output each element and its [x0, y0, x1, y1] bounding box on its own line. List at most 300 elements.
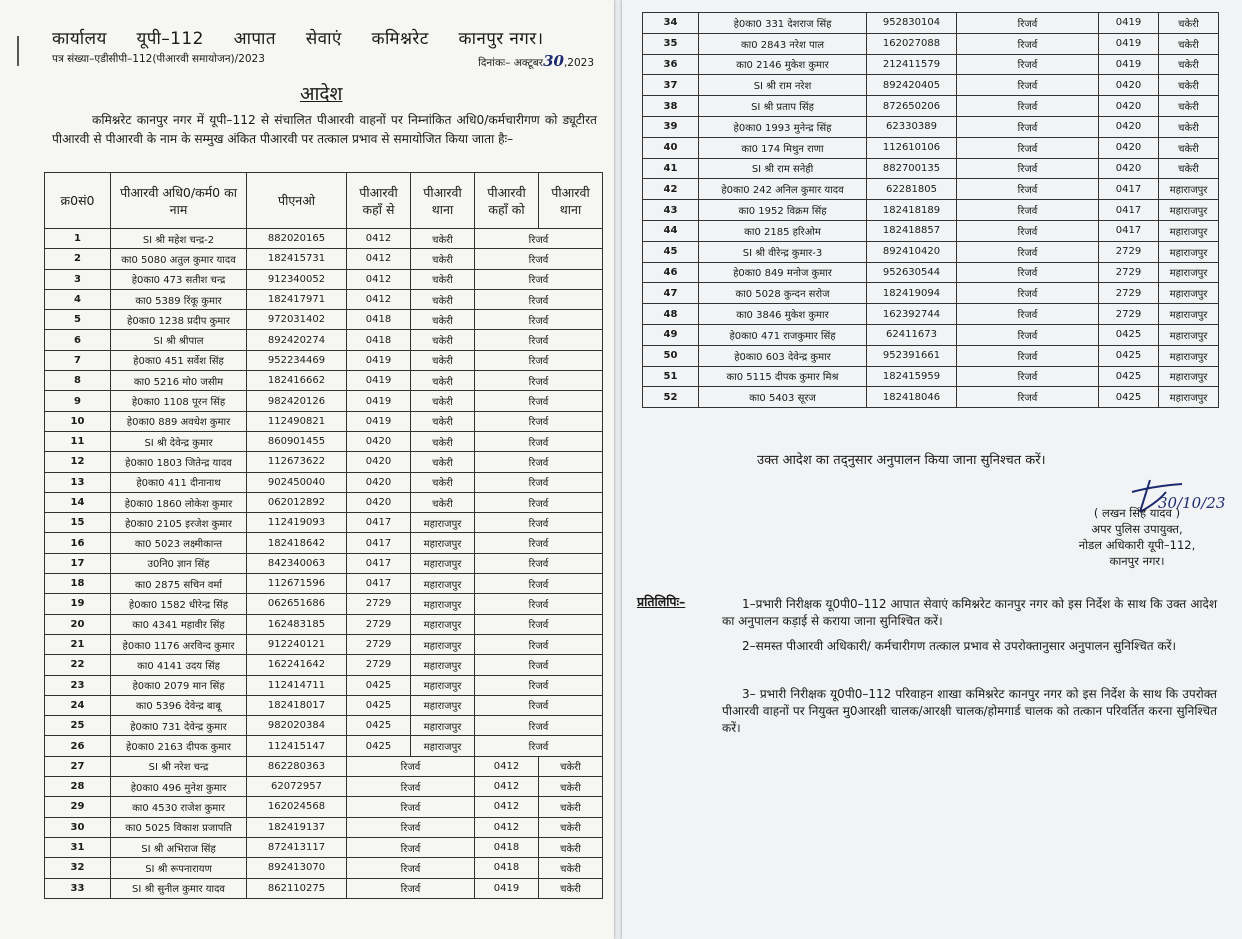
- from-prv-cell: रिजर्व: [957, 96, 1099, 117]
- name-cell: हे0का0 1803 जितेन्द्र यादव: [111, 452, 247, 472]
- office-word: सेवाएं: [305, 29, 342, 49]
- pno-cell: 882020165: [247, 229, 347, 249]
- pno-cell: 182418017: [247, 695, 347, 715]
- from-station-cell: महाराजपुर: [411, 675, 475, 695]
- to-station-cell: महाराजपुर: [1159, 262, 1219, 283]
- to-prv-cell: 0419: [1099, 13, 1159, 34]
- name-cell: का0 174 मिथुन राणा: [699, 137, 867, 158]
- serial-cell: 14: [45, 492, 111, 512]
- to-prv-cell: 0417: [1099, 220, 1159, 241]
- serial-cell: 6: [45, 330, 111, 350]
- table-row: [45, 533, 603, 553]
- pno-cell: 112673622: [247, 452, 347, 472]
- from-prv-cell: 0420: [347, 431, 411, 451]
- office-word: कानपुर नगर।: [458, 29, 544, 49]
- from-station-cell: चकेरी: [411, 310, 475, 330]
- to-station-cell: चकेरी: [1159, 33, 1219, 54]
- name-cell: SI श्री राम नरेश: [699, 75, 867, 96]
- table-row: [643, 13, 1219, 34]
- pno-cell: 62072957: [247, 777, 347, 797]
- pno-cell: 62411673: [867, 324, 957, 345]
- pno-cell: 182418857: [867, 220, 957, 241]
- to-station-cell: महाराजपुर: [1159, 304, 1219, 325]
- pno-cell: 892413070: [247, 858, 347, 878]
- to-prv-cell: रिजर्व: [475, 614, 603, 634]
- order-intro: कमिश्नरेट कानपुर नगर में यूपी–112 से संचालित पीआरवी वाहनों पर निम्नांकित अधि0/कर्मचारीगण को ड्यूटीरत पीआरवी से पीआरवी के नाम के सम्मुख अंकित पीआरवी पर तत्काल प्रभाव से समायोजित किया जाता हैः–: [52, 113, 597, 146]
- signature-date: 30/10/23: [1158, 494, 1226, 512]
- table-row: [45, 878, 603, 898]
- name-cell: का0 5216 मो0 जसीम: [111, 371, 247, 391]
- date-label: दिनांकः– अक्टूबर: [478, 57, 544, 69]
- name-cell: का0 2843 नरेश पाल: [699, 33, 867, 54]
- to-prv-cell: रिजर्व: [475, 289, 603, 309]
- copy-to-item: 2–समस्त पीआरवी अधिकारी/ कर्मचारीगण तत्काल प्रभाव से उपरोक्तानुसार अनुपालन सुनिश्चित करें।: [742, 639, 1177, 653]
- name-cell: हे0का0 731 देवेन्द्र कुमार: [111, 716, 247, 736]
- pno-cell: 912240121: [247, 634, 347, 654]
- from-station-cell: चकेरी: [411, 371, 475, 391]
- serial-cell: 32: [45, 858, 111, 878]
- serial-cell: 38: [643, 96, 699, 117]
- col-header: पीआरवी अधि0/कर्म0 का नाम: [111, 173, 247, 229]
- from-prv-cell: रिजर्व: [957, 220, 1099, 241]
- to-station-cell: महाराजपुर: [1159, 220, 1219, 241]
- table-row: [45, 492, 603, 512]
- from-station-cell: महाराजपुर: [411, 594, 475, 614]
- to-station-cell: चकेरी: [1159, 158, 1219, 179]
- serial-cell: 50: [643, 345, 699, 366]
- pno-cell: 182417971: [247, 289, 347, 309]
- name-cell: SI श्री प्रताप सिंह: [699, 96, 867, 117]
- table-row: [45, 229, 603, 249]
- to-prv-cell: 0425: [1099, 366, 1159, 387]
- pno-cell: 882700135: [867, 158, 957, 179]
- table-row: [643, 220, 1219, 241]
- table-row: [45, 716, 603, 736]
- to-prv-cell: 2729: [1099, 241, 1159, 262]
- from-station-cell: महाराजपुर: [411, 736, 475, 756]
- table-row: [45, 269, 603, 289]
- table-row: [643, 304, 1219, 325]
- from-prv-cell: रिजर्व: [957, 137, 1099, 158]
- copy-to-item: 3– प्रभारी निरीक्षक यू0पी0–112 परिवाहन शाखा कमिश्नरेट कानपुर नगर को इस निर्देश के साथ कि उपरोक्त पीआरवी वाहनों पर नियुक्त मु0आरक्षी चालक/आरक्षी चालक/होमगार्ड चालक को तत्कान परिवर्तित करना सुनिश्चित करें।: [722, 687, 1217, 735]
- table-row: [643, 200, 1219, 221]
- to-station-cell: चकेरी: [539, 756, 603, 776]
- from-prv-cell: 0420: [347, 472, 411, 492]
- table-row: [643, 54, 1219, 75]
- table-row: [45, 350, 603, 370]
- from-prv-cell: रिजर्व: [957, 304, 1099, 325]
- from-prv-cell: रिजर्व: [347, 756, 475, 776]
- table-row: [45, 777, 603, 797]
- pno-cell: 872650206: [867, 96, 957, 117]
- office-word: कमिश्नरेट: [371, 29, 429, 49]
- pno-cell: 062651686: [247, 594, 347, 614]
- margin-mark: [17, 36, 23, 66]
- to-prv-cell: 0425: [1099, 387, 1159, 408]
- pno-cell: 862110275: [247, 878, 347, 898]
- pno-cell: 182418189: [867, 200, 957, 221]
- from-station-cell: चकेरी: [411, 411, 475, 431]
- from-prv-cell: 2729: [347, 614, 411, 634]
- signatory-line: ( लखन सिंह यादव ): [1093, 506, 1181, 520]
- pno-cell: 952830104: [867, 13, 957, 34]
- pno-cell: 842340063: [247, 553, 347, 573]
- serial-cell: 42: [643, 179, 699, 200]
- pno-cell: 860901455: [247, 431, 347, 451]
- to-prv-cell: रिजर्व: [475, 229, 603, 249]
- serial-cell: 13: [45, 472, 111, 492]
- serial-cell: 48: [643, 304, 699, 325]
- from-prv-cell: रिजर्व: [347, 797, 475, 817]
- from-prv-cell: 0417: [347, 574, 411, 594]
- to-prv-cell: रिजर्व: [475, 513, 603, 533]
- pno-cell: 62281805: [867, 179, 957, 200]
- serial-cell: 51: [643, 366, 699, 387]
- to-station-cell: महाराजपुर: [1159, 179, 1219, 200]
- to-prv-cell: रिजर्व: [475, 249, 603, 269]
- serial-cell: 2: [45, 249, 111, 269]
- to-station-cell: चकेरी: [1159, 137, 1219, 158]
- pno-cell: 182419137: [247, 817, 347, 837]
- table-row: [45, 837, 603, 857]
- to-station-cell: चकेरी: [1159, 75, 1219, 96]
- document-page-right: [622, 0, 1242, 939]
- pno-cell: 972031402: [247, 310, 347, 330]
- from-station-cell: चकेरी: [411, 350, 475, 370]
- to-station-cell: चकेरी: [1159, 54, 1219, 75]
- table-row: [45, 858, 603, 878]
- pno-cell: 892420274: [247, 330, 347, 350]
- serial-cell: 5: [45, 310, 111, 330]
- name-cell: हे0का0 411 दीनानाथ: [111, 472, 247, 492]
- from-station-cell: चकेरी: [411, 289, 475, 309]
- to-prv-cell: रिजर्व: [475, 736, 603, 756]
- document-page-left: [0, 0, 614, 939]
- col-header: क्र0सं0: [45, 173, 111, 229]
- col-header: पीआरवी थाना: [539, 173, 603, 229]
- serial-cell: 27: [45, 756, 111, 776]
- to-prv-cell: 0420: [1099, 137, 1159, 158]
- name-cell: का0 5389 रिंकू कुमार: [111, 289, 247, 309]
- serial-cell: 15: [45, 513, 111, 533]
- col-header: पीआरवी कहाँ से: [347, 173, 411, 229]
- serial-cell: 47: [643, 283, 699, 304]
- name-cell: का0 2875 सचिन वर्मा: [111, 574, 247, 594]
- table-row: [45, 310, 603, 330]
- to-prv-cell: 2729: [1099, 283, 1159, 304]
- from-station-cell: चकेरी: [411, 391, 475, 411]
- from-prv-cell: 0425: [347, 695, 411, 715]
- serial-cell: 30: [45, 817, 111, 837]
- from-prv-cell: रिजर्व: [957, 262, 1099, 283]
- to-prv-cell: रिजर्व: [475, 594, 603, 614]
- to-prv-cell: रिजर्व: [475, 675, 603, 695]
- from-prv-cell: रिजर्व: [957, 33, 1099, 54]
- serial-cell: 10: [45, 411, 111, 431]
- table-row: [643, 179, 1219, 200]
- serial-cell: 11: [45, 431, 111, 451]
- pno-cell: 892410420: [867, 241, 957, 262]
- table-row: [45, 675, 603, 695]
- from-station-cell: चकेरी: [411, 431, 475, 451]
- to-prv-cell: रिजर्व: [475, 472, 603, 492]
- table-row: [45, 431, 603, 451]
- table-row: [45, 371, 603, 391]
- to-prv-cell: रिजर्व: [475, 411, 603, 431]
- pno-cell: 112490821: [247, 411, 347, 431]
- col-header: पीएनओ: [247, 173, 347, 229]
- serial-cell: 26: [45, 736, 111, 756]
- name-cell: उ0नि0 ज्ञान सिंह: [111, 553, 247, 573]
- name-cell: हे0का0 1238 प्रदीप कुमार: [111, 310, 247, 330]
- to-station-cell: चकेरी: [1159, 13, 1219, 34]
- from-prv-cell: 0425: [347, 716, 411, 736]
- name-cell: हे0का0 889 अवधेश कुमार: [111, 411, 247, 431]
- to-prv-cell: रिजर्व: [475, 371, 603, 391]
- pno-cell: 182418642: [247, 533, 347, 553]
- pno-cell: 62330389: [867, 116, 957, 137]
- name-cell: SI श्री नरेश चन्द्र: [111, 756, 247, 776]
- serial-cell: 45: [643, 241, 699, 262]
- col-header: पीआरवी कहाँ को: [475, 173, 539, 229]
- from-prv-cell: रिजर्व: [347, 858, 475, 878]
- name-cell: हे0का0 2079 मान सिंह: [111, 675, 247, 695]
- from-prv-cell: 0412: [347, 269, 411, 289]
- to-prv-cell: रिजर्व: [475, 310, 603, 330]
- name-cell: हे0का0 2163 दीपक कुमार: [111, 736, 247, 756]
- from-station-cell: चकेरी: [411, 269, 475, 289]
- to-station-cell: चकेरी: [539, 797, 603, 817]
- office-word: कार्यालय: [52, 29, 107, 49]
- table-row: [45, 594, 603, 614]
- to-prv-cell: 0420: [1099, 96, 1159, 117]
- table-row: [45, 797, 603, 817]
- serial-cell: 7: [45, 350, 111, 370]
- name-cell: का0 5403 सूरज: [699, 387, 867, 408]
- to-prv-cell: 2729: [1099, 262, 1159, 283]
- to-station-cell: महाराजपुर: [1159, 387, 1219, 408]
- serial-cell: 8: [45, 371, 111, 391]
- to-prv-cell: 0412: [475, 817, 539, 837]
- pno-cell: 112671596: [247, 574, 347, 594]
- serial-cell: 40: [643, 137, 699, 158]
- table-row: [45, 411, 603, 431]
- pno-cell: 182415959: [867, 366, 957, 387]
- office-word: यूपी–112: [136, 29, 204, 49]
- to-station-cell: चकेरी: [1159, 96, 1219, 117]
- from-station-cell: महाराजपुर: [411, 553, 475, 573]
- to-prv-cell: रिजर्व: [475, 533, 603, 553]
- pno-cell: 162392744: [867, 304, 957, 325]
- from-prv-cell: 0425: [347, 736, 411, 756]
- to-prv-cell: 0418: [475, 858, 539, 878]
- serial-cell: 31: [45, 837, 111, 857]
- posting-table-left: [44, 172, 603, 899]
- name-cell: हे0का0 331 देशराज सिंह: [699, 13, 867, 34]
- table-body-right: [643, 13, 1219, 408]
- serial-cell: 12: [45, 452, 111, 472]
- pno-cell: 162483185: [247, 614, 347, 634]
- serial-cell: 33: [45, 878, 111, 898]
- name-cell: SI श्री महेश चन्द्र-2: [111, 229, 247, 249]
- name-cell: का0 5396 देवेन्द्र बाबू: [111, 695, 247, 715]
- table-row: [643, 366, 1219, 387]
- pno-cell: 912340052: [247, 269, 347, 289]
- serial-cell: 3: [45, 269, 111, 289]
- name-cell: का0 5115 दीपक कुमार मिश्र: [699, 366, 867, 387]
- pno-cell: 982420126: [247, 391, 347, 411]
- serial-cell: 43: [643, 200, 699, 221]
- pno-cell: 162241642: [247, 655, 347, 675]
- pno-cell: 952630544: [867, 262, 957, 283]
- serial-cell: 28: [45, 777, 111, 797]
- to-station-cell: चकेरी: [1159, 116, 1219, 137]
- serial-cell: 21: [45, 634, 111, 654]
- name-cell: हे0का0 451 सर्वेश सिंह: [111, 350, 247, 370]
- pno-cell: 162024568: [247, 797, 347, 817]
- pno-cell: 112414711: [247, 675, 347, 695]
- name-cell: हे0का0 2105 इरजेश कुमार: [111, 513, 247, 533]
- office-header: [52, 26, 567, 49]
- signatory-line: कानपुर नगर।: [1109, 554, 1165, 568]
- from-prv-cell: रिजर्व: [347, 878, 475, 898]
- from-prv-cell: रिजर्व: [957, 283, 1099, 304]
- table-row: [643, 75, 1219, 96]
- to-prv-cell: रिजर्व: [475, 350, 603, 370]
- table-row: [45, 513, 603, 533]
- from-prv-cell: 2729: [347, 594, 411, 614]
- to-prv-cell: 0420: [1099, 116, 1159, 137]
- serial-cell: 44: [643, 220, 699, 241]
- to-prv-cell: रिजर्व: [475, 452, 603, 472]
- pno-cell: 062012892: [247, 492, 347, 512]
- name-cell: SI श्री राम सनेही: [699, 158, 867, 179]
- to-prv-cell: 0419: [475, 878, 539, 898]
- name-cell: हे0का0 1176 अरविन्द कुमार: [111, 634, 247, 654]
- pno-cell: 112415147: [247, 736, 347, 756]
- to-prv-cell: 0420: [1099, 75, 1159, 96]
- pno-cell: 952391661: [867, 345, 957, 366]
- name-cell: हे0का0 603 देवेन्द्र कुमार: [699, 345, 867, 366]
- to-prv-cell: रिजर्व: [475, 634, 603, 654]
- table-row: [45, 614, 603, 634]
- serial-cell: 4: [45, 289, 111, 309]
- serial-cell: 16: [45, 533, 111, 553]
- table-row: [45, 289, 603, 309]
- from-station-cell: चकेरी: [411, 229, 475, 249]
- name-cell: का0 5028 कुन्दन सरोज: [699, 283, 867, 304]
- pno-cell: 182416662: [247, 371, 347, 391]
- to-station-cell: महाराजपुर: [1159, 283, 1219, 304]
- from-prv-cell: 0417: [347, 533, 411, 553]
- name-cell: का0 2185 हरिओम: [699, 220, 867, 241]
- serial-cell: 25: [45, 716, 111, 736]
- table-row: [45, 330, 603, 350]
- to-prv-cell: रिजर्व: [475, 655, 603, 675]
- from-prv-cell: रिजर्व: [957, 324, 1099, 345]
- to-prv-cell: 0420: [1099, 158, 1159, 179]
- table-row: [643, 116, 1219, 137]
- name-cell: का0 4141 उदय सिंह: [111, 655, 247, 675]
- from-prv-cell: रिजर्व: [957, 158, 1099, 179]
- from-station-cell: चकेरी: [411, 492, 475, 512]
- from-prv-cell: 0419: [347, 411, 411, 431]
- name-cell: का0 1952 विक्रम सिंह: [699, 200, 867, 221]
- from-prv-cell: 0419: [347, 371, 411, 391]
- name-cell: SI श्री अभिराज सिंह: [111, 837, 247, 857]
- from-station-cell: चकेरी: [411, 330, 475, 350]
- to-station-cell: चकेरी: [539, 878, 603, 898]
- from-station-cell: चकेरी: [411, 452, 475, 472]
- office-word: आपात: [233, 29, 276, 49]
- from-station-cell: महाराजपुर: [411, 655, 475, 675]
- to-station-cell: महाराजपुर: [1159, 345, 1219, 366]
- from-prv-cell: 0420: [347, 452, 411, 472]
- table-body-left: [45, 229, 603, 899]
- from-prv-cell: रिजर्व: [347, 777, 475, 797]
- to-prv-cell: रिजर्व: [475, 695, 603, 715]
- from-prv-cell: रिजर्व: [957, 75, 1099, 96]
- from-prv-cell: 2729: [347, 655, 411, 675]
- from-prv-cell: 0420: [347, 492, 411, 512]
- table-row: [643, 241, 1219, 262]
- table-row: [45, 695, 603, 715]
- to-station-cell: चकेरी: [539, 777, 603, 797]
- to-station-cell: महाराजपुर: [1159, 241, 1219, 262]
- serial-cell: 22: [45, 655, 111, 675]
- serial-cell: 39: [643, 116, 699, 137]
- table-row: [643, 283, 1219, 304]
- name-cell: SI श्री सुनील कुमार यादव: [111, 878, 247, 898]
- table-row: [45, 817, 603, 837]
- serial-cell: 35: [643, 33, 699, 54]
- from-prv-cell: 0412: [347, 229, 411, 249]
- order-title: आदेश: [300, 83, 343, 105]
- posting-table-right: [642, 12, 1219, 408]
- from-prv-cell: रिजर्व: [957, 366, 1099, 387]
- col-header: पीआरवी थाना: [411, 173, 475, 229]
- copy-to-item: 1–प्रभारी निरीक्षक यू0पी0–112 आपात सेवाएं कमिश्नरेट कानपुर नगर को इस निर्देश के साथ कि उक्त आदेश का अनुपालन कड़ाई से कराया जाना सुनिश्चित करें।: [722, 597, 1217, 628]
- serial-cell: 24: [45, 695, 111, 715]
- signatory-block: [1067, 505, 1207, 569]
- name-cell: SI श्री रूपनारायण: [111, 858, 247, 878]
- from-prv-cell: रिजर्व: [957, 387, 1099, 408]
- serial-cell: 34: [643, 13, 699, 34]
- to-prv-cell: 0412: [475, 797, 539, 817]
- to-prv-cell: रिजर्व: [475, 553, 603, 573]
- signatory-line: अपर पुलिस उपायुक्त,: [1091, 522, 1183, 536]
- from-prv-cell: रिजर्व: [957, 179, 1099, 200]
- to-station-cell: चकेरी: [539, 817, 603, 837]
- serial-cell: 9: [45, 391, 111, 411]
- name-cell: का0 4530 राजेश कुमार: [111, 797, 247, 817]
- name-cell: हे0का0 849 मनोज कुमार: [699, 262, 867, 283]
- pno-cell: 892420405: [867, 75, 957, 96]
- table-header-row: [45, 173, 603, 229]
- to-prv-cell: 0419: [1099, 33, 1159, 54]
- to-prv-cell: रिजर्व: [475, 431, 603, 451]
- from-station-cell: महाराजपुर: [411, 513, 475, 533]
- pno-cell: 112419093: [247, 513, 347, 533]
- to-prv-cell: 0425: [1099, 324, 1159, 345]
- table-row: [45, 452, 603, 472]
- pno-cell: 872413117: [247, 837, 347, 857]
- from-prv-cell: 0418: [347, 310, 411, 330]
- table-row: [643, 262, 1219, 283]
- name-cell: SI श्री वीरेन्द्र कुमार-3: [699, 241, 867, 262]
- from-prv-cell: 0419: [347, 350, 411, 370]
- table-row: [45, 553, 603, 573]
